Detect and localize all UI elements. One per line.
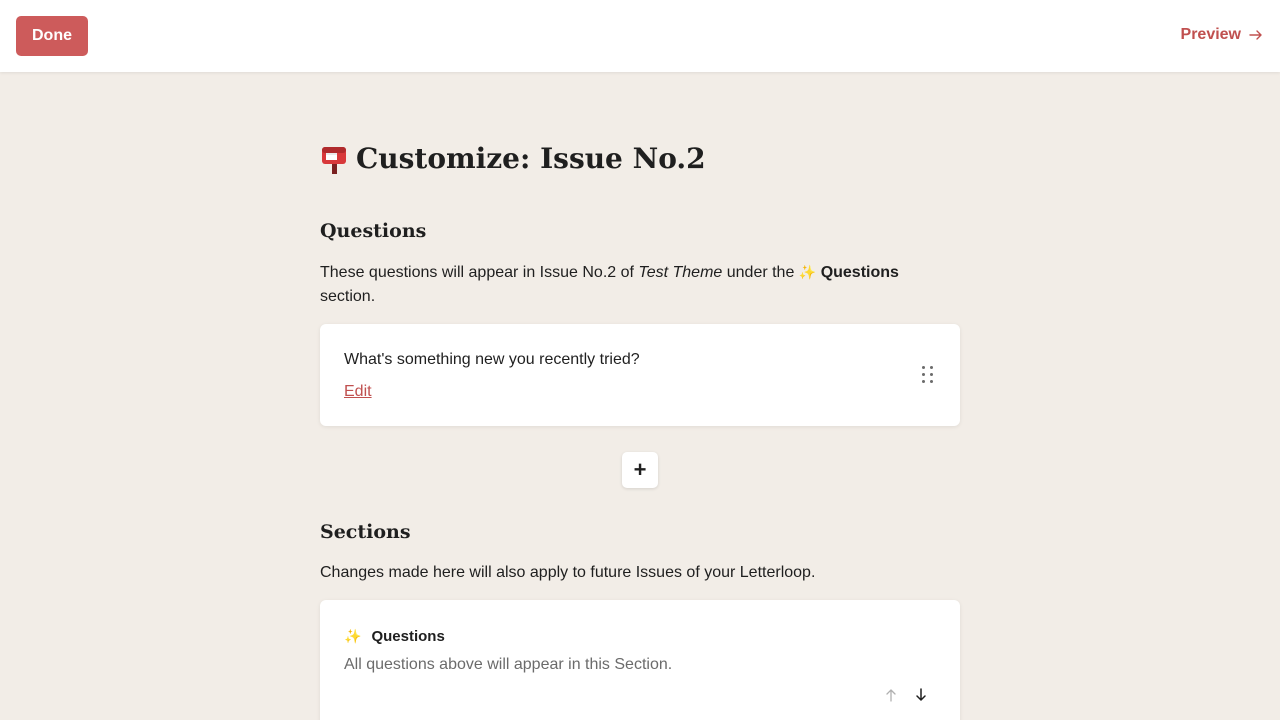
done-button[interactable]: Done	[16, 16, 88, 56]
arrow-down-icon	[915, 688, 927, 702]
arrow-right-icon	[1249, 28, 1263, 42]
page-title	[320, 142, 706, 175]
preview-link[interactable]	[1181, 26, 1263, 44]
section-card	[320, 600, 960, 720]
questions-description: These questions will appear in Issue No.2 of Test Theme under the ✨ Questions section.	[320, 264, 899, 305]
sections-description: Changes made here will also apply to future Issues of your Letterloop.	[320, 564, 816, 581]
move-up-button[interactable]	[882, 686, 900, 704]
section-card-title	[344, 628, 445, 645]
section-card-description: All questions above will appear in this Section.	[344, 656, 673, 673]
drag-handle-icon[interactable]	[922, 366, 934, 384]
preview-label: Preview	[1180, 26, 1241, 43]
theme-name: Test Theme	[638, 264, 723, 281]
arrow-up-icon	[885, 688, 897, 702]
top-bar	[0, 0, 1280, 72]
add-question-button[interactable]: +	[622, 452, 658, 488]
question-text: What's something new you recently tried?	[344, 351, 640, 368]
page-title-text: Customize: Issue No.2	[356, 142, 706, 175]
sparkles-icon: ✨	[344, 628, 362, 644]
question-card	[320, 324, 960, 426]
section-card-title-text: Questions	[371, 628, 445, 645]
section-name: Questions	[820, 264, 899, 281]
sections-heading: Sections	[320, 521, 411, 543]
move-down-button[interactable]	[912, 686, 930, 704]
mailbox-icon	[320, 144, 348, 174]
edit-link[interactable]: Edit	[344, 383, 372, 400]
sparkles-icon: ✨	[798, 264, 817, 280]
questions-heading: Questions	[320, 220, 427, 242]
